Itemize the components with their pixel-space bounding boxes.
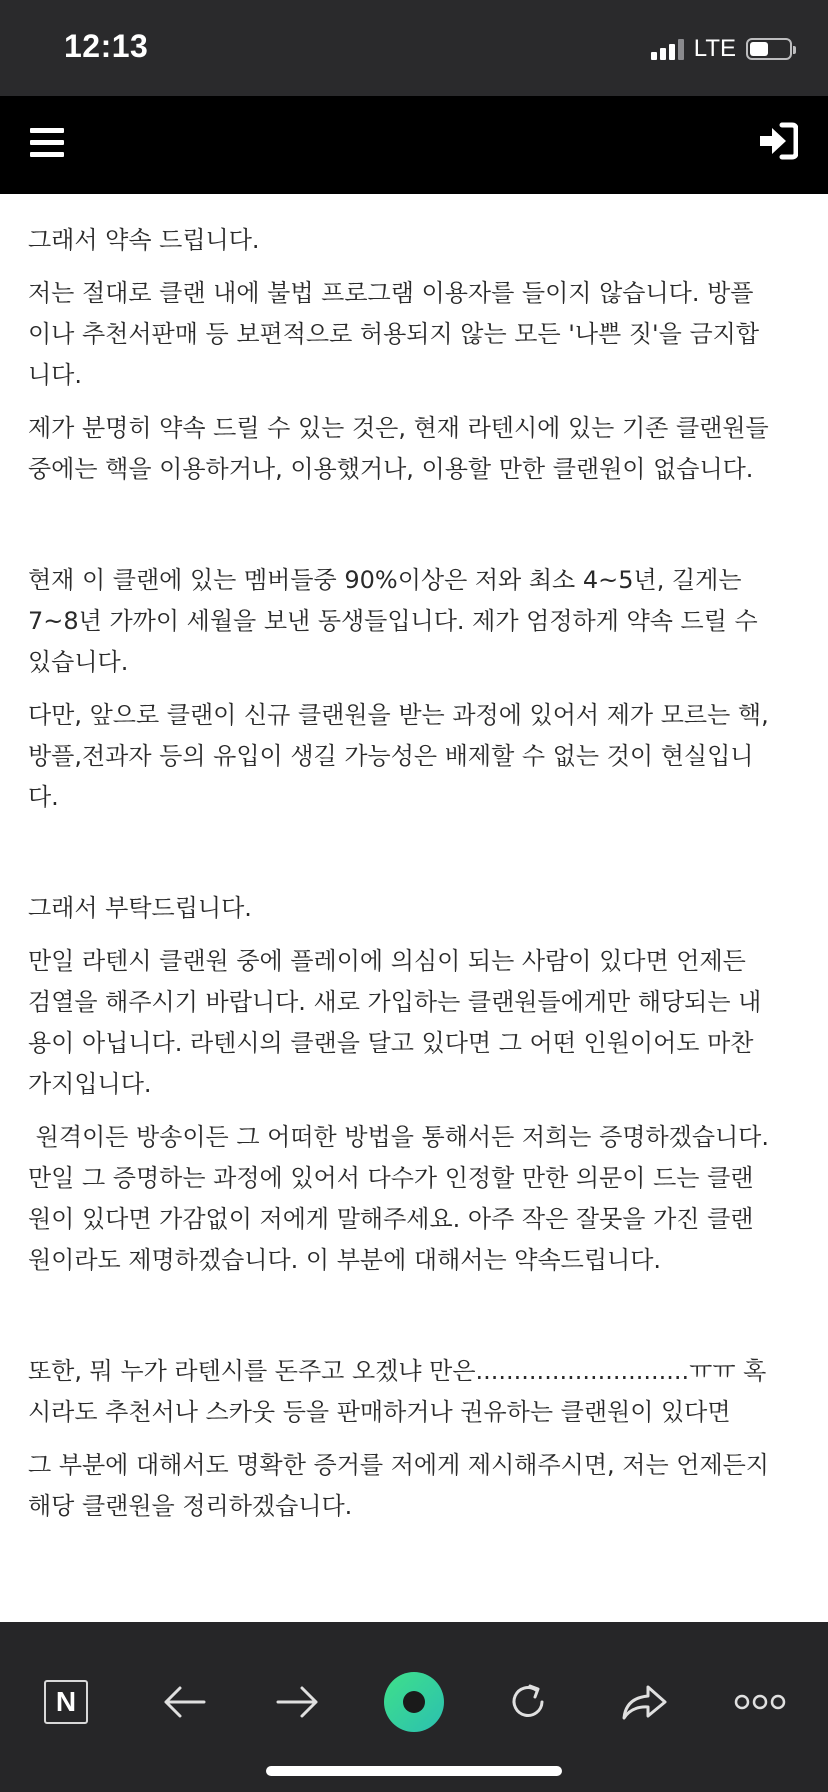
text-line: 그 부분에 대해서도 명확한 증거를 저에게 제시해주시면, 저는 언제든지: [28, 1451, 769, 1479]
text-line: 원이라도 제명하겠습니다. 이 부분에 대해서는 약속드립니다.: [28, 1246, 662, 1274]
text-line: 해당 클랜원을 정리하겠습니다.: [28, 1492, 353, 1520]
signal-strength-icon: [651, 38, 684, 60]
more-icon[interactable]: [730, 1672, 790, 1732]
text-line: 또한, 뭐 누가 라텐시를 돈주고 오겠냐 만은............................ㅠㅠ 혹: [28, 1357, 767, 1385]
article-body: [28, 220, 808, 1527]
text-line: 그래서 부탁드립니다.: [28, 894, 252, 922]
text-line: 니다.: [28, 361, 82, 389]
paragraph: [28, 1445, 808, 1527]
share-icon[interactable]: [614, 1672, 674, 1732]
paragraph: [28, 888, 808, 929]
text-line: 이나 추천서판매 등 보편적으로 허용되지 않는 모든 '나쁜 짓'을 금지합: [28, 320, 760, 348]
paragraph: [28, 1117, 808, 1281]
back-arrow-icon[interactable]: [154, 1672, 214, 1732]
paragraph: [28, 941, 808, 1105]
text-line: 방플,전과자 등의 유입이 생길 가능성은 배제할 수 없는 것이 현실입니: [28, 742, 754, 770]
text-line: 다.: [28, 783, 59, 811]
naver-logo-icon[interactable]: [36, 1672, 96, 1732]
home-indicator[interactable]: [266, 1766, 562, 1776]
battery-icon: [746, 38, 792, 60]
text-line: 있습니다.: [28, 648, 129, 676]
paragraph: [28, 408, 808, 490]
forward-arrow-icon[interactable]: [268, 1672, 328, 1732]
sign-in-icon[interactable]: [758, 122, 798, 164]
naver-logo-letter: N: [44, 1680, 88, 1724]
text-line: 검열을 해주시기 바랍니다. 새로 가입하는 클랜원들에게만 해당되는 내: [28, 988, 762, 1016]
text-line: 그래서 약속 드립니다.: [28, 226, 260, 254]
text-line: 가지입니다.: [28, 1070, 152, 1098]
text-line: 중에는 핵을 이용하거나, 이용했거나, 이용할 만한 클랜원이 없습니다.: [28, 455, 754, 483]
paragraph: [28, 273, 808, 396]
text-line: 원이 있다면 가감없이 저에게 말해주세요. 아주 작은 잘못을 가진 클랜: [28, 1205, 754, 1233]
text-line: 저는 절대로 클랜 내에 불법 프로그램 이용자를 들이지 않습니다. 방플: [28, 279, 754, 307]
home-circle-icon[interactable]: [384, 1672, 444, 1732]
paragraph: [28, 220, 808, 261]
status-time: 12:13: [64, 28, 149, 64]
text-line: 용이 아닙니다. 라텐시의 클랜을 달고 있다면 그 어떤 인원이어도 마찬: [28, 1029, 754, 1057]
text-line: 다만, 앞으로 클랜이 신규 클랜원을 받는 과정에 있어서 제가 모르는 핵,: [28, 701, 769, 729]
text-line: 7~8년 가까이 세월을 보낸 동생들입니다. 제가 엄정하게 약속 드릴 수: [28, 607, 758, 635]
text-line: 원격이든 방송이든 그 어떠한 방법을 통해서든 저희는 증명하겠습니다.: [28, 1123, 769, 1151]
browser-toolbar: [0, 1622, 828, 1792]
nav-bar: [0, 96, 828, 194]
paragraph: [28, 1351, 808, 1433]
paragraph: [28, 560, 808, 683]
text-line: 만일 라텐시 클랜원 중에 플레이에 의심이 되는 사람이 있다면 언제든: [28, 947, 746, 975]
network-type-label: LTE: [693, 35, 736, 62]
paragraph: [28, 695, 808, 818]
status-indicators: [651, 34, 792, 64]
text-line: 시라도 추천서나 스카웃 등을 판매하거나 권유하는 클랜원이 있다면: [28, 1398, 731, 1426]
text-line: 현재 이 클랜에 있는 멤버들중 90%이상은 저와 최소 4~5년, 길게는: [28, 566, 742, 594]
status-bar: [0, 0, 828, 96]
text-line: 제가 분명히 약속 드릴 수 있는 것은, 현재 라텐시에 있는 기존 클랜원들: [28, 414, 769, 442]
text-line: 만일 그 증명하는 과정에 있어서 다수가 인정할 만한 의문이 드는 클랜: [28, 1164, 754, 1192]
refresh-icon[interactable]: [498, 1672, 558, 1732]
hamburger-icon[interactable]: [30, 126, 64, 160]
